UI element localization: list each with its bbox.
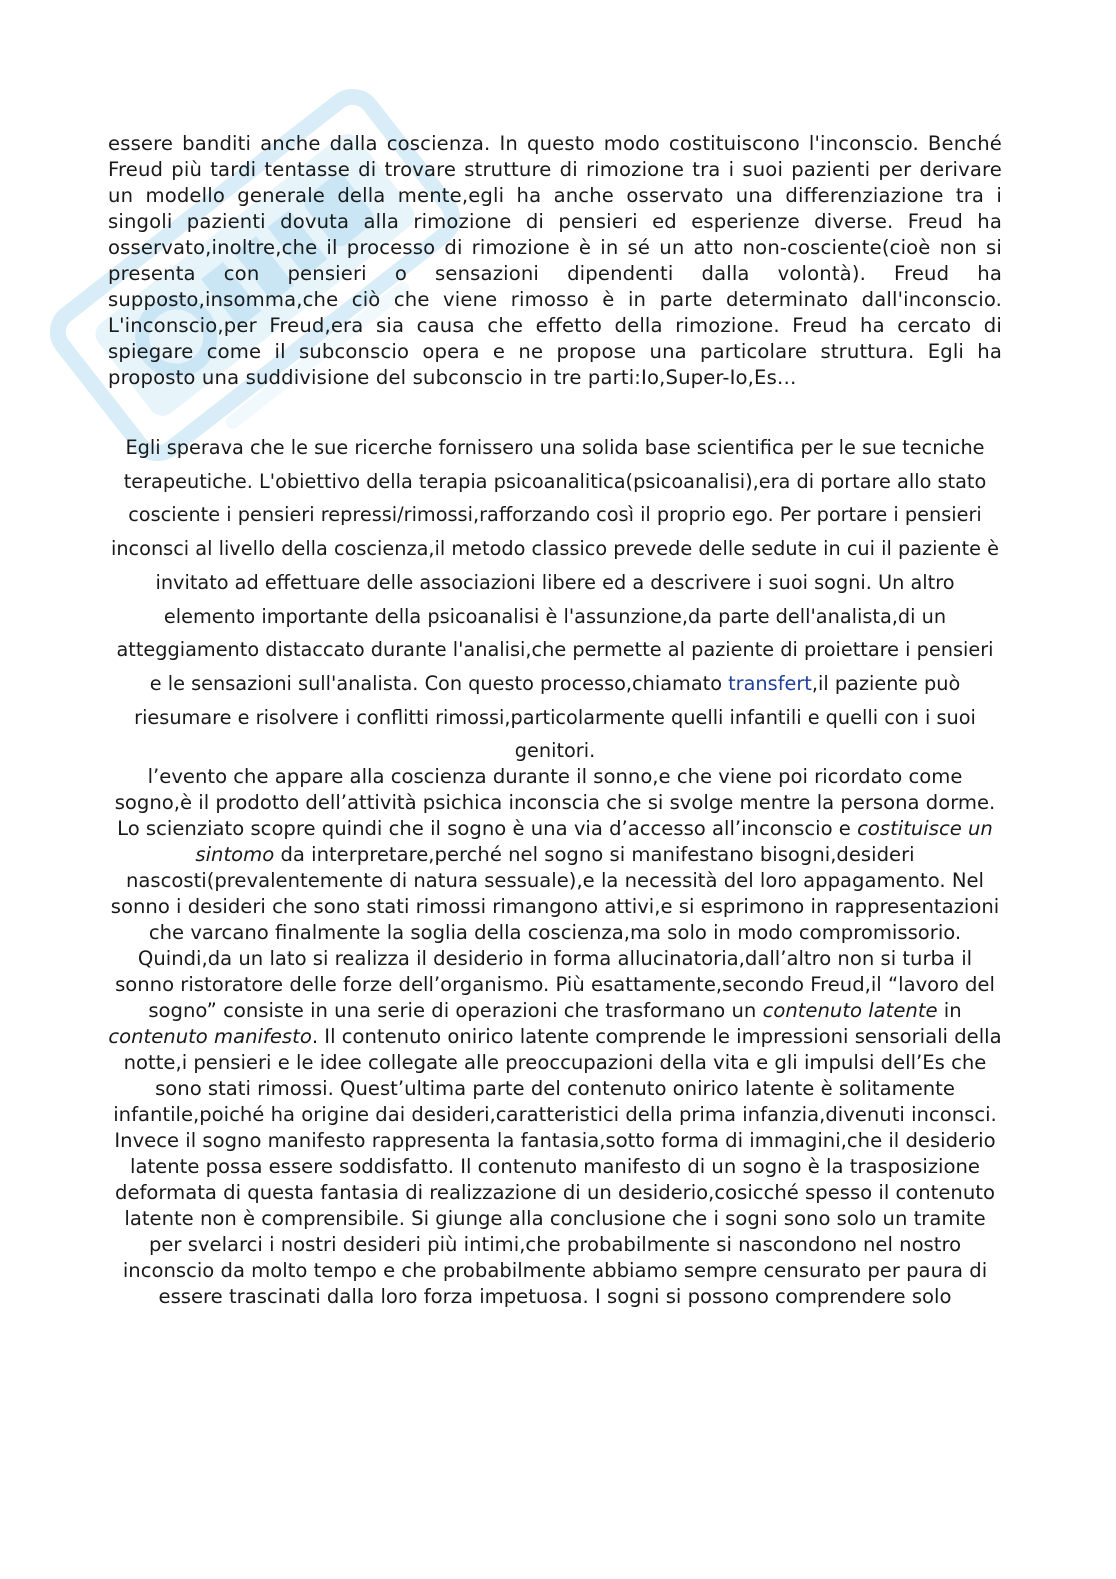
paragraph-rimozione: essere banditi anche dalla coscienza. In questo modo costituiscono l'inconscio. Benché Freud più tardi tentasse di trovare strutture di rimozione tra i suoi pazienti per derivare un modello generale della mente,egli ha anche osservato una differenziazione tra i singoli pazienti dovuta alla rimozione di pensieri ed esperienze diverse. Freud ha osservato,inoltre,che il processo di rimozione è in sé un atto non-cosciente(cioè non si presenta con pensieri o sensazioni dipendenti dalla volontà). Freud ha supposto,insomma,che ciò che viene rimosso è in parte determinato dall'inconscio. L'inconscio,per Freud,era sia causa che effetto della rimozione. Freud ha cercato di spiegare come il subconscio opera e ne propose una particolare struttura. Egli ha proposto una suddivisione del subconscio in tre parti:Io,Super-Io,Es… (108, 132, 1002, 389)
italic-costituisce-un-sintomo: costituisce un sintomo (195, 817, 993, 867)
paragraph-sogno-text-3: in (937, 999, 962, 1023)
italic-contenuto-manifesto: contenuto manifesto (108, 1025, 312, 1049)
transfert-link[interactable]: transfert (728, 671, 812, 695)
paragraph-sogno-text-2: da interpretare,perché nel sogno si manifestano bisogni,desideri nascosti(prevalentemente di natura sessuale),e la necessità del loro appagamento. Nel sonno i desideri che sono stati rimossi rimangono attivi,e si esprimono in rappresentazioni che varcano finalmente la soglia della coscienza,ma solo in modo compromissorio. Quindi,da un lato si realizza il desiderio in forma allucinatoria,dall’altro non si turba il sonno ristoratore delle forze dell’organismo. Più esattamente,secondo Freud,il “lavoro del sogno” consiste in una serie di operazioni che trasformano un (110, 843, 1000, 1023)
italic-contenuto-latente: contenuto latente (762, 999, 938, 1023)
paragraph-sogno-text-1: l’evento che appare alla coscienza durante il sonno,e che viene poi ricordato come sogno,è il prodotto dell’attività psichica inconscia che si svolge mentre la persona dorme. Lo scienziato scopre quindi che il sogno è una via d’accesso all’inconscio e (114, 765, 996, 841)
paragraph-terapia-text: Egli sperava che le sue ricerche fornissero una solida base scientifica per le sue tecniche terapeutiche. L'obiettivo della terapia psicoanalitica(psicoanalisi),era di portare allo stato cosciente i pensieri repressi/rimossi,rafforzando così il proprio ego. Per portare i pensieri inconsci al livello della coscienza,il metodo classico prevede delle sedute in cui il paziente è invitato ad effettuare delle associazioni libere ed a descrivere i suoi sogni. Un altro elemento importante della psicoanalisi è l'assunzione,da parte dell'analista,di un atteggiamento distaccato durante l'analisi,che permette al paziente di proiettare i pensieri e le sensazioni sull'analista. Con questo processo,chiamato (110, 436, 1000, 695)
paragraph-terapia-text-end: ,il paziente può riesumare e risolvere i conflitti rimossi,particolarmente quelli infantili e quelli con i suoi genitori. (134, 671, 976, 763)
paragraph-sogno (108, 764, 1002, 1310)
document-page (108, 131, 1002, 1310)
paragraph-sogno-text-4: . Il contenuto onirico latente comprende le impressioni sensoriali della notte,i pensieri e le idee collegate alle preoccupazioni della vita e gli impulsi dell’Es che sono stati rimossi. Quest’ultima parte del contenuto onirico latente è solitamente infantile,poiché ha origine dai desideri,caratteristici della prima infanzia,divenuti inconsci. Invece il sogno manifesto rappresenta la fantasia,sotto forma di immagini,che il desiderio latente possa essere soddisfatto. Il contenuto manifesto di un sogno è la trasposizione deformata di questa fantasia di realizzazione di un desiderio,cosicché spesso il contenuto latente non è comprensibile. Si giunge alla conclusione che i sogni sono solo un tramite per svelarci i nostri desideri più intimi,che probabilmente si nascondono nel nostro inconscio da molto tempo e che probabilmente abbiamo sempre censurato per paura di essere trascinati dalla loro forza impetuosa. I sogni si possono comprendere solo (113, 1025, 1002, 1309)
paragraph-terapia (108, 431, 1002, 768)
